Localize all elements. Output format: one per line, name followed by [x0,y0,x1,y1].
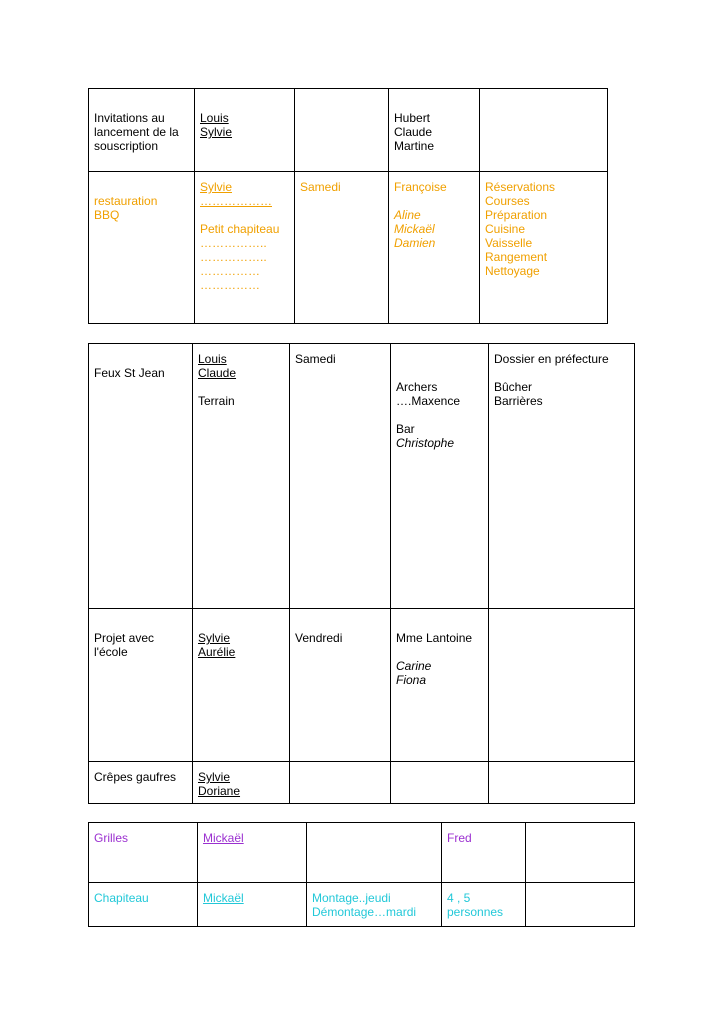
person-name: Aurélie [198,645,236,659]
cell-responsables [195,172,295,324]
task-text: Préparation [485,208,548,222]
cell-empty [489,609,635,762]
cell-text: BBQ [94,208,120,222]
person-name: Françoise [394,180,447,194]
people-count: 4 , 5 [447,891,471,905]
person-name: Sylvie [200,125,233,139]
cell-responsables [193,762,290,804]
person-name: Fiona [396,673,427,687]
cell-text: souscription [94,139,159,153]
person-name: Mme Lantoine [396,631,473,645]
person-name: Damien [394,236,436,250]
person-name: Doriane [198,784,241,798]
cell-text: ….Maxence [396,394,461,408]
person-name: Louis [198,352,227,366]
task-text: Dossier en préfecture [494,352,609,366]
event-name: Feux St Jean [94,366,165,380]
task-text: Nettoyage [485,264,540,278]
cell-text: Petit chapiteau [200,222,280,236]
cell-empty [526,823,635,883]
cell-text: lancement de la [94,125,179,139]
cell-restauration [89,172,195,324]
cell-schedule [307,883,442,927]
cell-responsables [193,344,290,609]
cell-empty [295,89,389,172]
spacer [396,408,488,422]
cell-text: Terrain [198,394,235,408]
cell-people [442,883,526,927]
person-name: Carine [396,659,432,673]
table-row [89,883,635,927]
event-name: Chapiteau [94,891,149,905]
person-name: Mickaël [394,222,435,236]
spacer [198,380,289,394]
cell-event [89,609,193,762]
person-name: Claude [198,366,237,380]
cell-empty [480,89,608,172]
cell-people [442,823,526,883]
cell-empty [290,762,391,804]
schedule-text: Montage..jeudi [312,891,391,905]
table-feux-st-jean [88,343,635,804]
person-name: Aline [394,208,421,222]
task-text: Bûcher [494,380,533,394]
table-row [89,172,608,324]
cell-empty [391,762,489,804]
task-text: Réservations [485,180,556,194]
person-name: Martine [394,139,435,153]
spacer [396,645,488,659]
dotted-line: …………….. [200,236,267,250]
cell-responsables [193,609,290,762]
person-name: Christophe [396,436,455,450]
event-name: Grilles [94,831,129,845]
table-row [89,89,608,172]
day-text: Samedi [295,352,336,366]
person-name: Sylvie [198,770,231,784]
spacer [494,366,634,380]
cell-text: Bar [396,422,415,436]
cell-responsables [195,89,295,172]
person-name: Mickaël [203,831,244,845]
cell-day [295,172,389,324]
people-count: personnes [447,905,504,919]
cell-text: restauration [94,194,158,208]
person-name: Sylvie [198,631,231,645]
cell-people [389,89,480,172]
person-name: Sylvie [200,180,233,194]
cell-people [389,172,480,324]
spacer [200,208,294,222]
person-name: Louis [200,111,229,125]
cell-empty [526,883,635,927]
spacer [394,194,479,208]
event-name: l'école [94,645,128,659]
cell-text: Archers [396,380,438,394]
cell-empty [489,762,635,804]
table-row [89,344,635,609]
person-name: Claude [394,125,433,139]
cell-event [89,883,198,927]
day-text: Vendredi [295,631,343,645]
day-text: Samedi [300,180,341,194]
cell-tasks [480,172,608,324]
person-name: Mickaël [203,891,244,905]
dotted-line: …………… [200,264,260,278]
person-name: Fred [447,831,472,845]
dotted-line: …………….. [200,250,267,264]
task-text: Cuisine [485,222,526,236]
dotted-line: …………… [200,278,260,292]
task-text: Vaisselle [485,236,533,250]
table-row [89,762,635,804]
cell-event [89,762,193,804]
task-text: Rangement [485,250,548,264]
task-text: Courses [485,194,530,208]
task-text: Barrières [494,394,543,408]
table-invitations [88,88,608,324]
table-row [89,609,635,762]
table-grilles-chapiteau [88,822,635,927]
cell-empty [307,823,442,883]
cell-people [391,609,489,762]
cell-tasks [489,344,635,609]
event-name: Crêpes gaufres [94,770,177,784]
cell-text: Invitations au [94,111,165,125]
cell-event [89,344,193,609]
cell-responsables [198,883,307,927]
cell-event [89,823,198,883]
cell-responsables [198,823,307,883]
cell-day [290,609,391,762]
cell-invitations [89,89,195,172]
person-name: Hubert [394,111,431,125]
dotted-line: ……………… [200,194,272,208]
cell-people [391,344,489,609]
schedule-text: Démontage…mardi [312,905,417,919]
table-row [89,823,635,883]
event-name: Projet avec [94,631,155,645]
cell-day [290,344,391,609]
